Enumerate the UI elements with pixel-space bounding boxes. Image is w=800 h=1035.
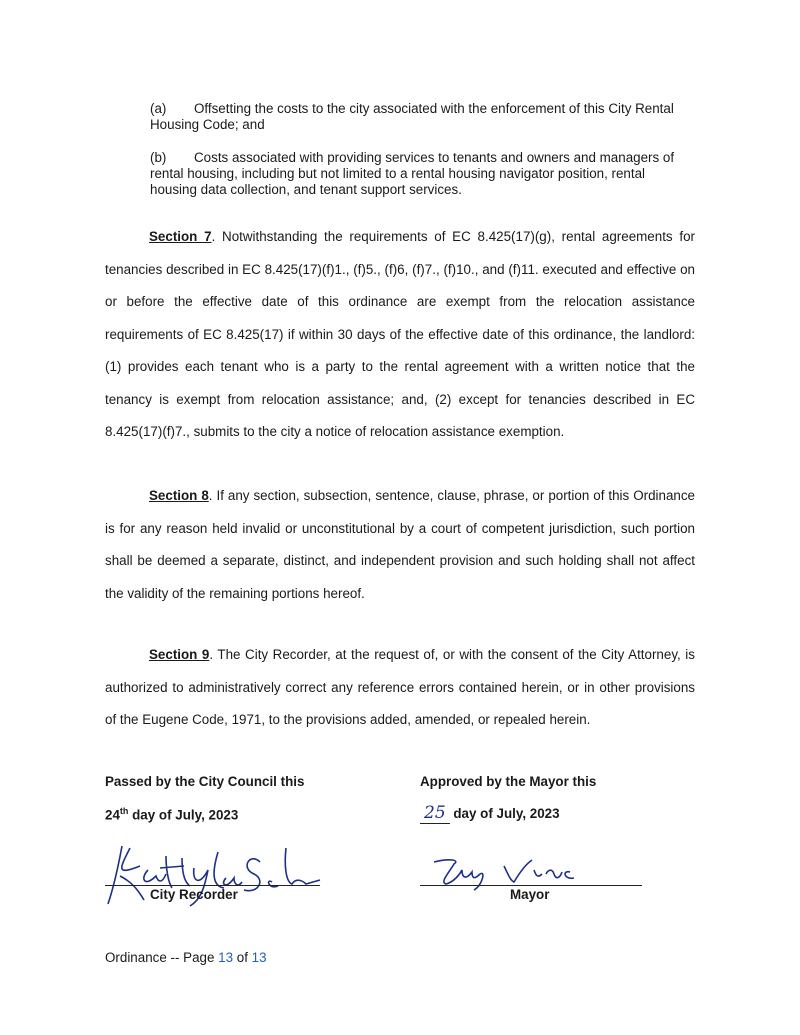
- council-day: 24: [105, 807, 120, 823]
- recorder-signature-line: [105, 885, 320, 886]
- council-passed-label: Passed by the City Council this: [105, 774, 305, 789]
- subsection-b: [150, 150, 695, 198]
- subsection-text: Costs associated with providing services to tenants and owners and managers of rental housing, including but not limited to a rental housing navigator position, rental housing data collection, and tenant support services.: [150, 150, 675, 197]
- council-day-suffix: th: [119, 806, 129, 816]
- section-8: [105, 480, 695, 610]
- section-heading: Section 8: [149, 488, 209, 503]
- section-heading: Section 9: [149, 647, 210, 662]
- mayor-date: [420, 803, 560, 823]
- subsection-text: Offsetting the costs to the city associated with the enforcement of this City Rental Housing Code; and: [150, 101, 674, 132]
- mayor-date-rest: day of July, 2023: [449, 806, 560, 821]
- recorder-title: City Recorder: [150, 887, 238, 902]
- mayor-title: Mayor: [510, 887, 550, 902]
- page-number: 13: [218, 950, 234, 965]
- footer-prefix: Ordinance -- Page: [105, 950, 219, 965]
- footer-of: of: [233, 950, 252, 965]
- section-heading: Section 7: [149, 229, 212, 244]
- mayor-signature-line: [420, 885, 642, 886]
- council-date: [105, 806, 238, 822]
- mayor-signature: [420, 852, 640, 892]
- section-text: . If any section, subsection, sentence, clause, phrase, or portion of this Ordinance is for any reason held invalid or unconstitutional by a court of competent jurisdiction, such portion shall be deemed a separate, distinct, and independent provision and such holding shall not affect the validity of the remaining portions hereof.: [105, 488, 695, 601]
- subsection-label: (b): [150, 150, 167, 165]
- section-9: [105, 639, 695, 737]
- page-footer: [105, 950, 267, 965]
- council-date-rest: day of July, 2023: [128, 807, 239, 823]
- mayor-day-handwritten: 25: [420, 803, 450, 824]
- section-7: [105, 221, 695, 449]
- page-total: 13: [251, 950, 267, 965]
- subsection-a: [150, 101, 695, 133]
- subsection-label: (a): [150, 101, 167, 116]
- section-text: . The City Recorder, at the request of, or with the consent of the City Attorney, is authorized to administratively correct any reference errors contained herein, or in other provisions of the Eugene Code, 1971, to the provisions added, amended, or repealed herein.: [105, 647, 695, 727]
- section-text: . Notwithstanding the requirements of EC 8.425(17)(g), rental agreements for tenancies described in EC 8.425(17)(f)1., (f)5., (f)6, (f)7., (f)10., and (f)11. executed and effective on or before the effective date of this ordinance are exempt from the relocation assistance requirements of EC 8.425(17) if within 30 days of the effective date of this ordinance, the landlord: (1) provides each tenant who is a party to the rental agreement with a written notice that the tenancy is exempt from relocation assistance; and, (2) except for tenancies described in EC 8.425(17)(f)7., submits to the city a notice of relocation assistance exemption.: [105, 229, 695, 439]
- mayor-approved-label: Approved by the Mayor this: [420, 774, 597, 789]
